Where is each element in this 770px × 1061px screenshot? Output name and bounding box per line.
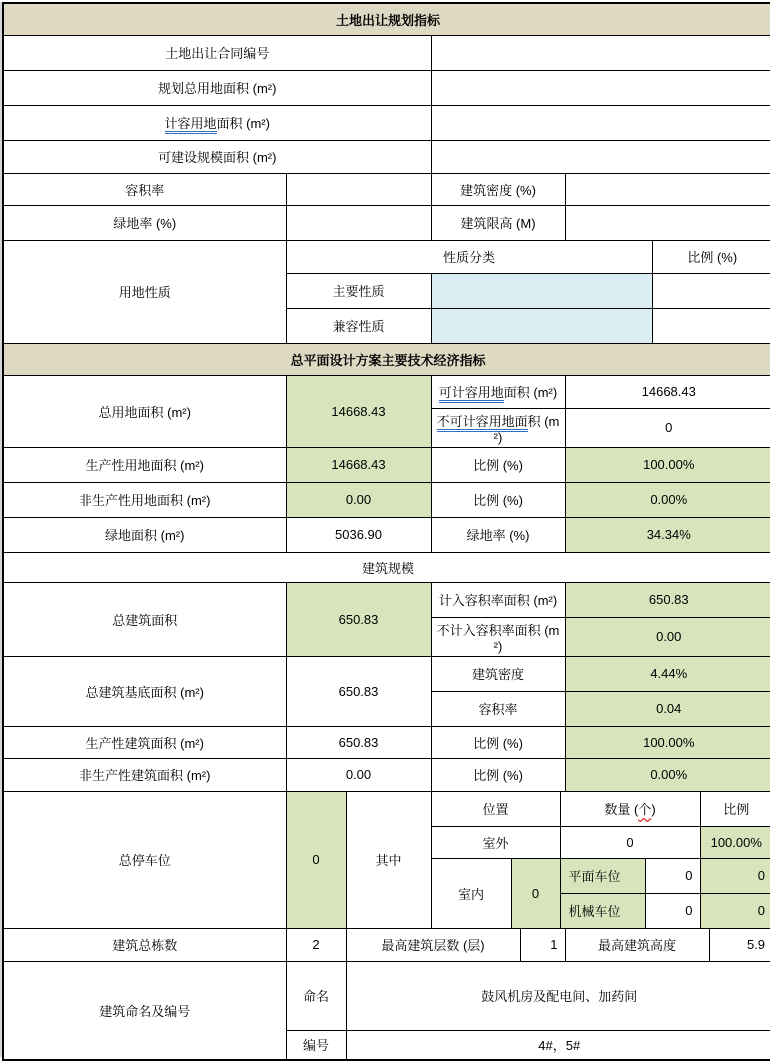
productive-build-ratio-label: 比例 (%) bbox=[431, 726, 565, 758]
green-rate-value: 34.34% bbox=[565, 517, 770, 552]
nature-class-header: 性质分类 bbox=[286, 240, 652, 273]
uncountable-area-value: 0 bbox=[565, 408, 770, 447]
nonproductive-build-ratio-label: 比例 (%) bbox=[431, 758, 565, 791]
parking-mech-label: 机械车位 bbox=[560, 893, 645, 928]
grammar-underline: 可计容用地 bbox=[439, 385, 504, 403]
compatible-nature-ratio-cell[interactable] bbox=[652, 308, 770, 343]
land-nature-label: 用地性质 bbox=[3, 240, 286, 343]
footprint-area-value: 650.83 bbox=[286, 656, 431, 726]
grammar-underline: 不可计容用地面 bbox=[437, 414, 528, 432]
total-building-area-value: 650.83 bbox=[286, 582, 431, 656]
total-land-area-label: 总用地面积 (m²) bbox=[3, 375, 286, 447]
main-nature-value-cell[interactable] bbox=[431, 273, 652, 308]
parking-outdoor-ratio: 100.00% bbox=[700, 826, 770, 858]
parking-among-label: 其中 bbox=[346, 791, 431, 928]
parking-flat-ratio: 0 bbox=[700, 858, 770, 893]
parking-position-header: 位置 bbox=[431, 791, 560, 826]
compatible-nature-value-cell[interactable] bbox=[431, 308, 652, 343]
nonproductive-land-value: 0.00 bbox=[286, 482, 431, 517]
nonproductive-land-ratio-label: 比例 (%) bbox=[431, 482, 565, 517]
spellcheck-underline: 个 bbox=[638, 802, 652, 817]
far-label: 容积率 bbox=[3, 173, 286, 205]
parking-mech-ratio: 0 bbox=[700, 893, 770, 928]
max-floors-value: 1 bbox=[520, 928, 565, 961]
planned-total-area-label: 规划总用地面积 (m²) bbox=[3, 70, 431, 105]
out-far-area-value: 0.00 bbox=[565, 617, 770, 656]
height-limit-label: 建筑限高 (M) bbox=[431, 205, 565, 240]
countable-land-area-value-cell[interactable] bbox=[431, 105, 770, 140]
in-far-area-value: 650.83 bbox=[565, 582, 770, 617]
total-buildings-value: 2 bbox=[286, 928, 346, 961]
total-building-area-label: 总建筑面积 bbox=[3, 582, 286, 656]
compatible-nature-label: 兼容性质 bbox=[286, 308, 431, 343]
building-density-label: 建筑密度 (%) bbox=[431, 173, 565, 205]
green-rate-value-cell[interactable] bbox=[286, 205, 431, 240]
grammar-underline: 计容用地 bbox=[165, 116, 217, 134]
name-value: 鼓风机房及配电间、加药间 bbox=[346, 961, 770, 1030]
buildable-scale-area-value-cell[interactable] bbox=[431, 140, 770, 173]
planning-indicators-table bbox=[2, 2, 770, 1061]
nonproductive-build-value: 0.00 bbox=[286, 758, 431, 791]
nonproductive-land-ratio-value: 0.00% bbox=[565, 482, 770, 517]
in-far-area-label: 计入容积率面积 (m²) bbox=[431, 582, 565, 617]
window-edge bbox=[0, 2, 2, 1057]
building-scale-subheader: 建筑规模 bbox=[3, 552, 770, 582]
main-nature-ratio-cell[interactable] bbox=[652, 273, 770, 308]
productive-land-value: 14668.43 bbox=[286, 447, 431, 482]
productive-land-ratio-label: 比例 (%) bbox=[431, 447, 565, 482]
countable-area-value: 14668.43 bbox=[565, 375, 770, 408]
parking-flat-qty: 0 bbox=[645, 858, 700, 893]
green-area-label: 绿地面积 (m²) bbox=[3, 517, 286, 552]
planned-total-area-value-cell[interactable] bbox=[431, 70, 770, 105]
code-value: 4#，5# bbox=[346, 1030, 770, 1060]
footprint-area-label: 总建筑基底面积 (m²) bbox=[3, 656, 286, 726]
countable-area-label: 可计容用地面积 (m²) bbox=[431, 375, 565, 408]
nonproductive-land-label: 非生产性用地面积 (m²) bbox=[3, 482, 286, 517]
uncountable-area-label: 不可计容用地面积 (m²) bbox=[431, 408, 565, 447]
nonproductive-build-label: 非生产性建筑面积 (m²) bbox=[3, 758, 286, 791]
green-rate-label2: 绿地率 (%) bbox=[431, 517, 565, 552]
building-density-value-cell[interactable] bbox=[565, 173, 770, 205]
green-area-value: 5036.90 bbox=[286, 517, 431, 552]
productive-land-ratio-value: 100.00% bbox=[565, 447, 770, 482]
parking-mech-qty: 0 bbox=[645, 893, 700, 928]
productive-build-value: 650.83 bbox=[286, 726, 431, 758]
far-value-cell[interactable] bbox=[286, 173, 431, 205]
total-buildings-label: 建筑总栋数 bbox=[3, 928, 286, 961]
parking-outdoor-label: 室外 bbox=[431, 826, 560, 858]
max-height-label: 最高建筑高度 bbox=[565, 928, 709, 961]
contract-number-value-cell[interactable] bbox=[431, 35, 770, 70]
naming-label: 建筑命名及编号 bbox=[3, 961, 286, 1060]
code-key: 编号 bbox=[286, 1030, 346, 1060]
productive-build-ratio-value: 100.00% bbox=[565, 726, 770, 758]
parking-ratio-header: 比例 bbox=[700, 791, 770, 826]
parking-total-value: 0 bbox=[286, 791, 346, 928]
parking-total-label: 总停车位 bbox=[3, 791, 286, 928]
parking-outdoor-qty: 0 bbox=[560, 826, 700, 858]
parking-indoor-label: 室内 bbox=[431, 858, 511, 928]
name-key: 命名 bbox=[286, 961, 346, 1030]
section1-header: 土地出让规划指标 bbox=[3, 3, 770, 35]
productive-land-label: 生产性用地面积 (m²) bbox=[3, 447, 286, 482]
density-value: 4.44% bbox=[565, 656, 770, 691]
buildable-scale-area-label: 可建设规模面积 (m²) bbox=[3, 140, 431, 173]
max-height-value: 5.9 bbox=[709, 928, 770, 961]
far-value: 0.04 bbox=[565, 691, 770, 726]
far-label2: 容积率 bbox=[431, 691, 565, 726]
parking-flat-label: 平面车位 bbox=[560, 858, 645, 893]
parking-indoor-qty: 0 bbox=[511, 858, 560, 928]
productive-build-label: 生产性建筑面积 (m²) bbox=[3, 726, 286, 758]
total-land-area-value: 14668.43 bbox=[286, 375, 431, 447]
section2-header: 总平面设计方案主要技术经济指标 bbox=[3, 343, 770, 375]
height-limit-value-cell[interactable] bbox=[565, 205, 770, 240]
parking-quantity-header: 数量 (个) bbox=[560, 791, 700, 826]
main-nature-label: 主要性质 bbox=[286, 273, 431, 308]
max-floors-label: 最高建筑层数 (层) bbox=[346, 928, 520, 961]
countable-land-area-label: 计容用地面积 (m²) bbox=[3, 105, 431, 140]
green-rate-label: 绿地率 (%) bbox=[3, 205, 286, 240]
nature-ratio-header: 比例 (%) bbox=[652, 240, 770, 273]
out-far-area-label: 不计入容积率面积 (m²) bbox=[431, 617, 565, 656]
nonproductive-build-ratio-value: 0.00% bbox=[565, 758, 770, 791]
density-label: 建筑密度 bbox=[431, 656, 565, 691]
contract-number-label: 土地出让合同编号 bbox=[3, 35, 431, 70]
